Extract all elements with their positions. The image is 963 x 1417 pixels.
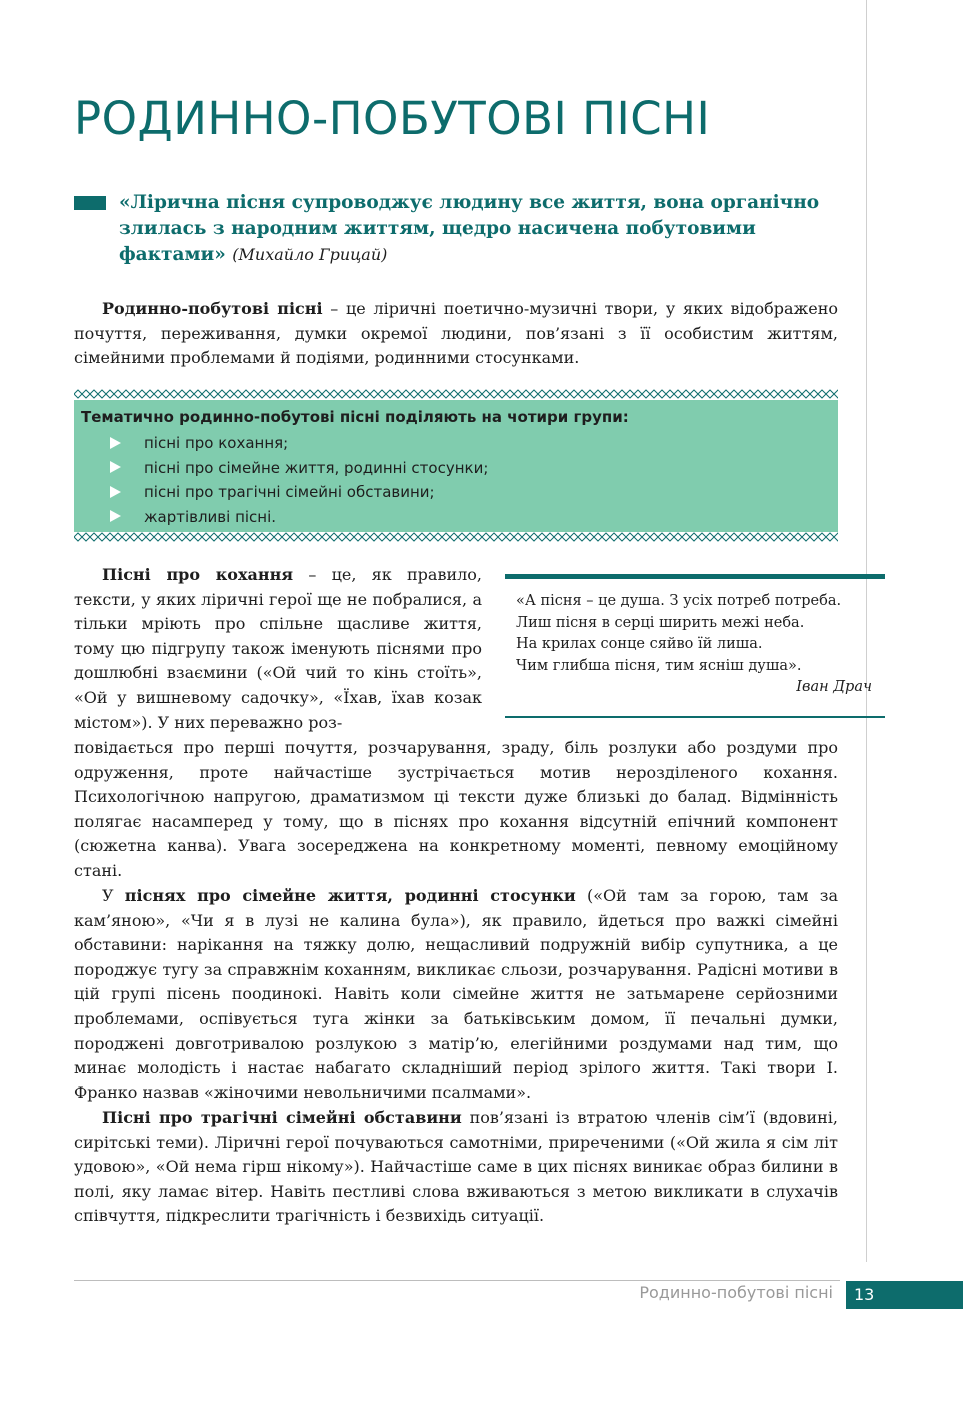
quote-line: «А пісня – це душа. З усіх потреб потреба. [516,593,842,609]
tragic-songs-text: пов’язані із втратою членів сім’ї (вдовині, сирітські теми). Ліричні герої почуваються самотніми, приреченими («Ой жила я сім літ удовою», «Ой нема гірш нікому»). Найчастіше саме в цих піснях виникає образ билини в полі, яку ламає вітер. Навіть пестливі слова вживаються з метою викликати в слухачів співчуття, підкреслити трагічність і безвихідь ситуації. [74,1108,838,1226]
page-title: РОДИННО-ПОБУТОВІ ПІСНІ [74,92,711,145]
family-songs-term: піснях про сімейне життя, родинні стосунки [124,886,576,905]
definition-text: – це ліричні поетично-музичні твори, у яких відображено почуття, переживання, думки окремої людини, пов’язані з її особистим життям, сімейними проблемами й подіями, родинними стосунками. [74,299,838,368]
love-songs-continued: повідається про перші почуття, розчарування, зраду, біль розлуки або роздуми про одруження, проте найчастіше зустрічається мотив нерозділеного кохання. Психологічною напругою, драматизмом ці тексти дуже близькі до балад. Відмінність полягає насамперед у тому, що в піснях про кохання відсутній епічний компонент (сюжетна канва). Увага зосереджена на конкретному моменті, певному емоційному стані. [74,738,838,880]
list-item [110,505,488,530]
list-item [110,431,488,456]
epigraph-author: (Михайло Грицай) [232,245,388,264]
family-songs-text: («Ой там за горою, там за кам’яною», «Чи я в лузі не калина була»), як правило, йдеться про важкі сімейні обставини: нарікання на тяжку долю, нещасливий подружній вибір супутника, а це породжує тугу за справжнім коханням, викликає сльози, розчарування. Радісні мотиви в цій групі пісень поодинокі. Навіть коли сімейне життя не затьмарене серйозними проблемами, оспівується туга жінки за батьківським домом, її печальні думки, породжені довготривалою розлукою з матір’ю, елегійними роздумами над тим, що минає молодість і настає набагато складніший період зрілого життя. Такі твори І. Франко назвав «жіночими невольничими псалмами». [74,886,839,1102]
love-songs-paragraph [74,563,482,735]
triangle-right-icon [110,437,121,449]
zigzag-border-bottom [74,532,838,542]
quote-line: На крилах сонце сяйво їй лиша. [516,636,763,652]
quote-rule-bottom [505,716,885,718]
list-item-label: пісні про сімейне життя, родинні стосунки; [144,458,489,477]
triangle-right-icon [110,510,121,522]
list-item-label: пісні про трагічні сімейні обставини; [144,483,435,501]
tragic-songs-paragraph [74,1106,838,1229]
tragic-songs-term: Пісні про трагічні сімейні обставини [102,1108,462,1127]
zigzag-border-top [74,389,838,399]
themes-box [74,400,838,532]
footer-rule [74,1280,840,1281]
love-songs-text: – це, як правило, тексти, у яких ліричні герої ще не побралися, а тільки мріють про спільне щасливе життя, тому цю підгрупу також іменують піснями про дошлюбні взаємини («Ой чий то кінь стоїть», «Ой у вишневому садочку», «Їхав, їхав козак містом»). У них переважно роз- [74,565,482,732]
family-lead: У [102,886,125,905]
themes-title: Тематично родинно-побутові пісні поділяють на чотири групи: [81,408,629,426]
list-item-label: жартівливі пісні. [144,507,277,526]
love-songs-term: Пісні про кохання [102,565,294,584]
list-item [110,456,488,481]
family-songs-paragraph [74,884,838,1105]
poem-quote [516,591,876,699]
triangle-right-icon [110,461,121,473]
quote-rule-top [505,574,885,579]
list-item [110,480,488,505]
page-number: 13 [854,1285,875,1304]
quote-author: Іван Драч [796,679,872,695]
epigraph [119,190,849,268]
quote-line: Чим глибша пісня, тим ясніш душа». [516,657,802,674]
list-item-label: пісні про кохання; [144,434,289,452]
definition-term: Родинно-побутові пісні [102,299,323,318]
footer-section-title: Родинно-побутові пісні [639,1283,833,1302]
triangle-right-icon [110,486,121,498]
page-number-box [846,1281,963,1309]
themes-list [110,431,488,529]
epigraph-text: «Лірична пісня супроводжує людину все життя, вона органічно злилась з народним життям, щедро насичена побутовими фактами» [119,192,820,265]
quote-line: Лиш пісня в серці ширить межі неба. [516,614,805,631]
definition-paragraph [74,297,838,371]
epigraph-marker [74,196,106,210]
